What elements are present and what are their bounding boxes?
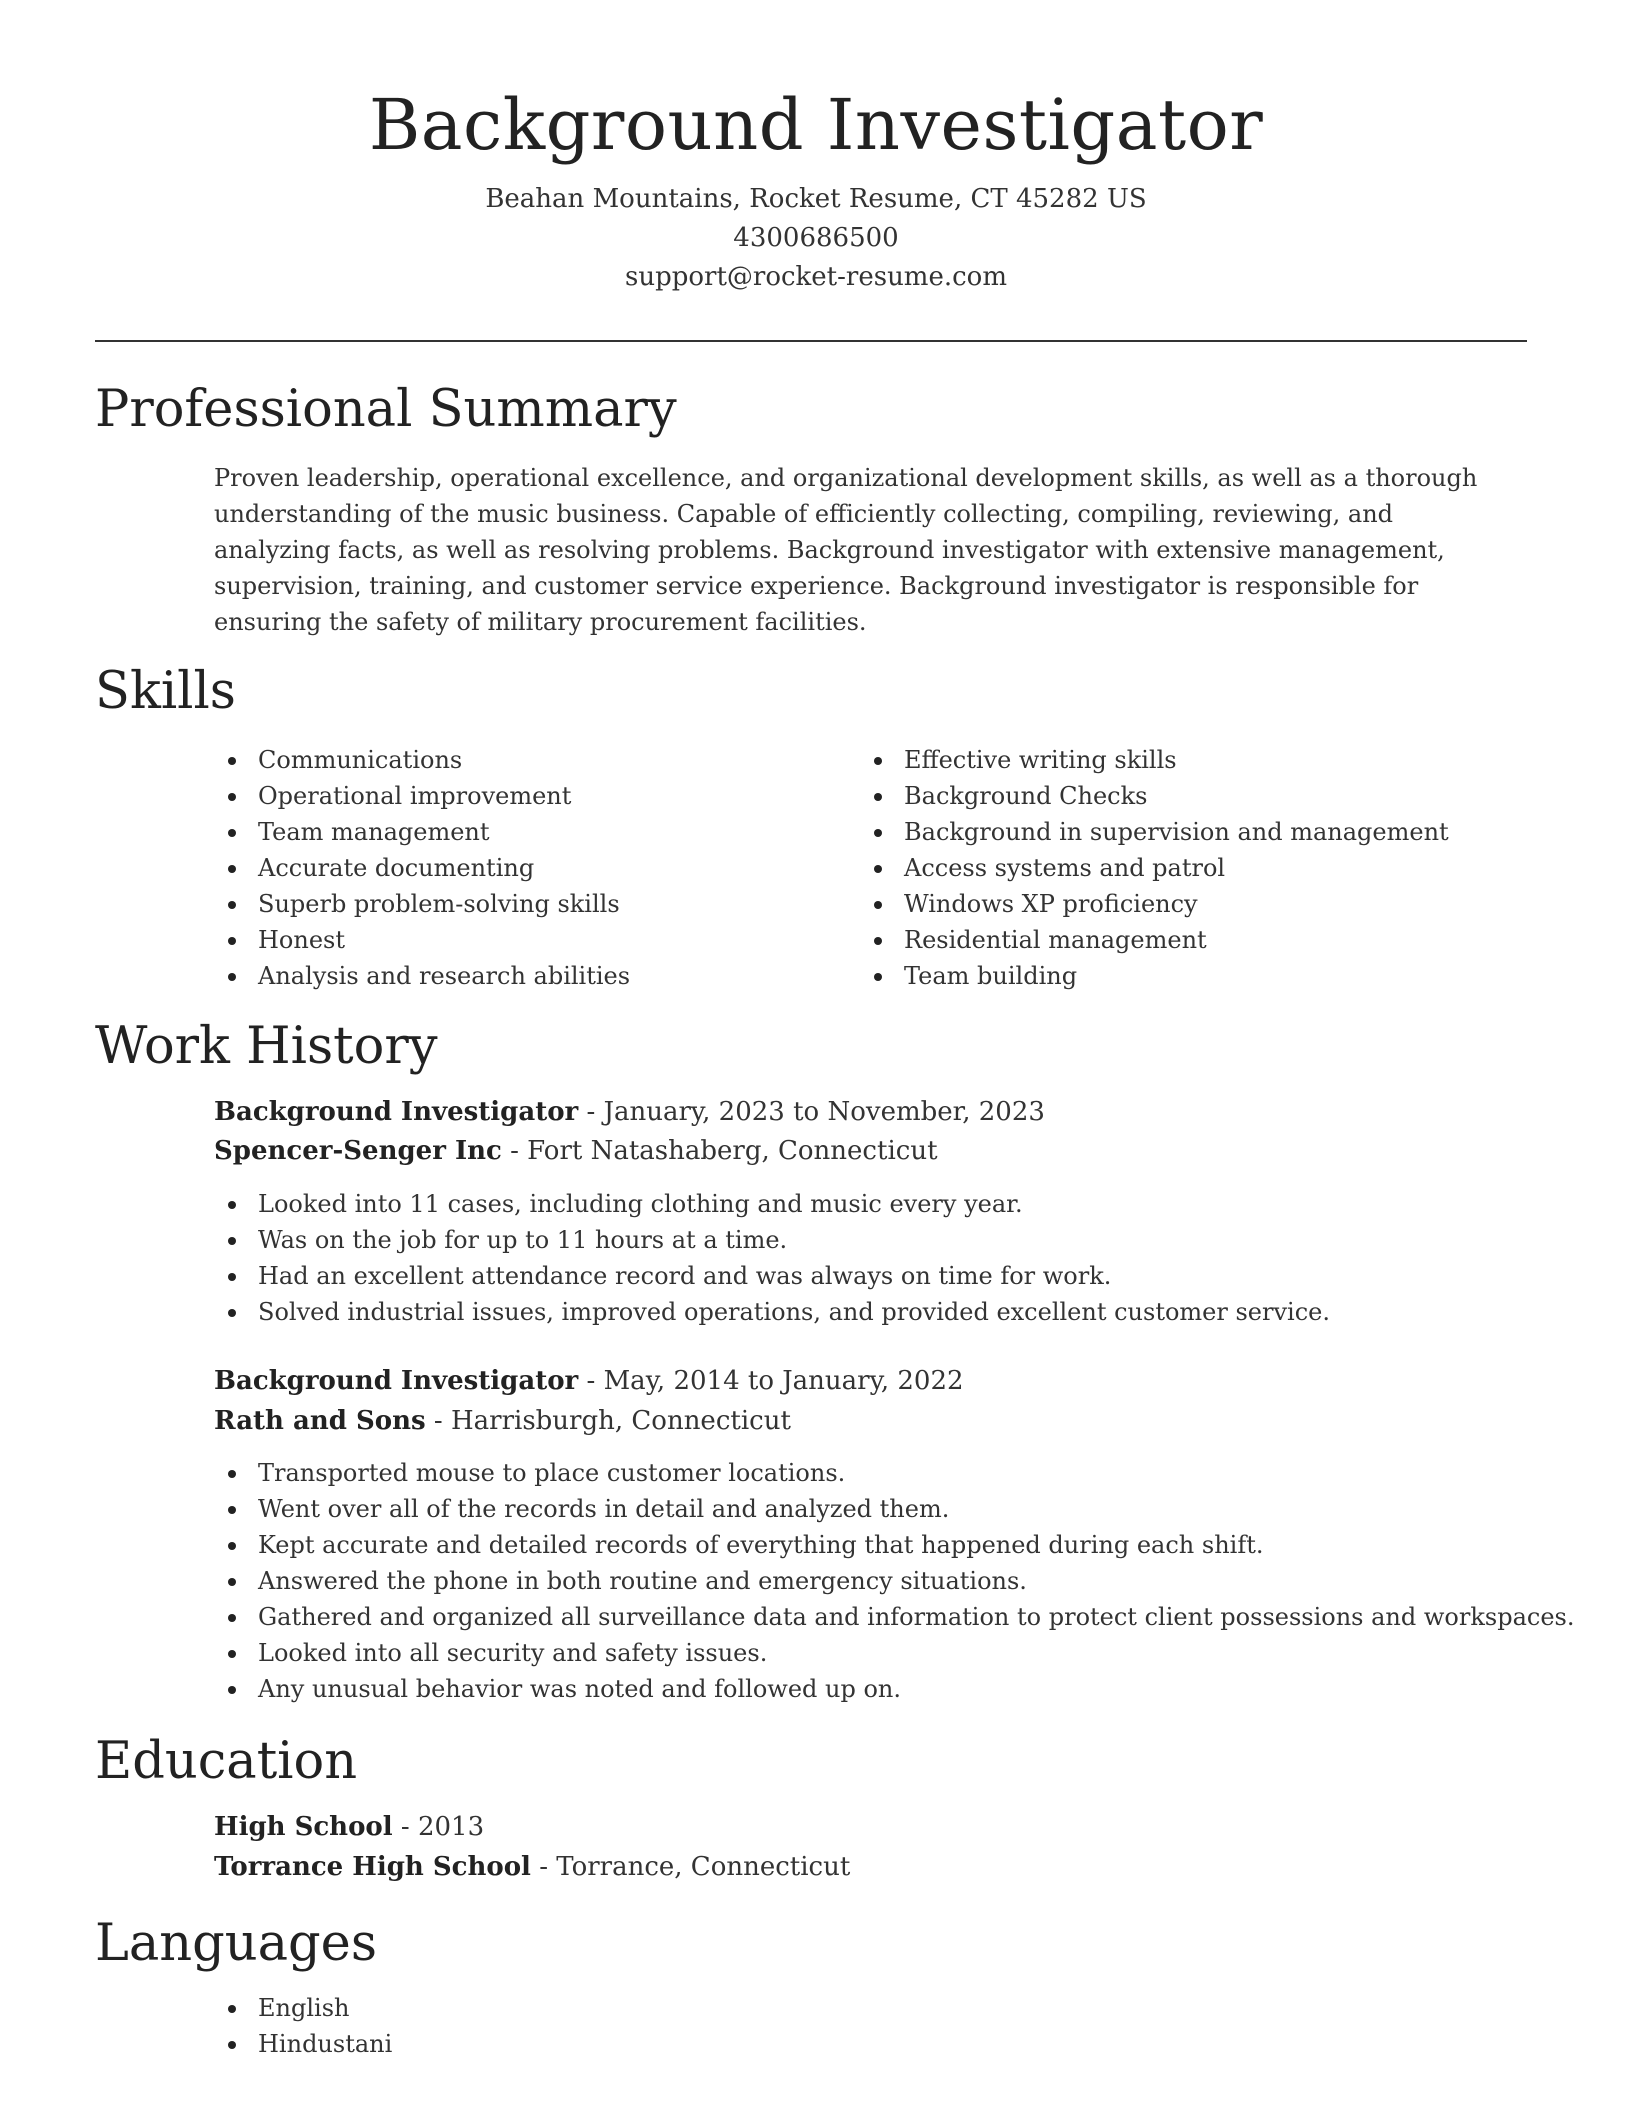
list-item: Looked into 11 cases, including clothing and music every year. [214, 1186, 1554, 1222]
list-item: Accurate documenting [214, 850, 814, 886]
skills-list-right [860, 742, 1540, 994]
list-item: Operational improvement [214, 778, 814, 814]
summary-text: Proven leadership, operational excellence, and organizational development skills, as well as a thorough understanding of the music business. Capable of efficiently collecting, compiling, reviewing, and analyzing facts, as well as resolving problems. Background investigator with extensive management, supervision, training, and customer service experience. Background investigator is responsible for ensuring the safety of military procurement facilities. [214, 464, 1478, 636]
education-degree: High School [214, 1812, 393, 1842]
skills-list-left [214, 742, 814, 994]
list-item: Looked into all security and safety issues. [214, 1635, 1554, 1671]
job-2-title-line [214, 1361, 964, 1401]
job-2-position: Background Investigator [214, 1366, 579, 1396]
job-1-location: - Fort Natashaberg, Connecticut [501, 1136, 938, 1166]
list-item: Was on the job for up to 11 hours at a time. [214, 1222, 1554, 1258]
job-1-company: Spencer-Senger Inc [214, 1136, 502, 1166]
job-1-company-line [214, 1131, 938, 1171]
section-title-education: Education [95, 1732, 358, 1791]
phone-number: 4300686500 [733, 223, 899, 253]
list-item: Windows XP proficiency [860, 886, 1540, 922]
education-school-line [214, 1847, 850, 1887]
list-item: Background Checks [860, 778, 1540, 814]
list-item: Superb problem-solving skills [214, 886, 814, 922]
languages-list [214, 1990, 1554, 2062]
list-item: Analysis and research abilities [214, 958, 814, 994]
list-item: Gathered and organized all surveillance data and information to protect client possessions and workspaces. [214, 1599, 1554, 1635]
list-item: Solved industrial issues, improved operations, and provided excellent customer service. [214, 1294, 1554, 1330]
education-school: Torrance High School [214, 1852, 531, 1882]
list-item: Honest [214, 922, 814, 958]
list-item: Access systems and patrol [860, 850, 1540, 886]
resume-header [0, 80, 1632, 297]
list-item: Went over all of the records in detail and analyzed them. [214, 1491, 1554, 1527]
list-item: Kept accurate and detailed records of everything that happened during each shift. [214, 1527, 1554, 1563]
job-1-duties [214, 1186, 1554, 1330]
header-divider [95, 340, 1527, 342]
list-item: English [214, 1990, 1554, 2026]
list-item: Transported mouse to place customer locations. [214, 1455, 1554, 1491]
email-address: support@rocket-resume.com [624, 262, 1007, 292]
education-year: - 2013 [392, 1812, 485, 1842]
list-item: Residential management [860, 922, 1540, 958]
section-title-work-history: Work History [95, 1017, 438, 1076]
job-2-dates: - May, 2014 to January, 2022 [578, 1366, 964, 1396]
list-item: Team management [214, 814, 814, 850]
section-title-languages: Languages [95, 1914, 378, 1973]
job-2-company: Rath and Sons [214, 1406, 426, 1436]
list-item: Team building [860, 958, 1540, 994]
job-2-duties [214, 1455, 1575, 1707]
job-1-dates: - January, 2023 to November, 2023 [578, 1097, 1045, 1127]
job-1-position: Background Investigator [214, 1097, 579, 1127]
list-item: Effective writing skills [860, 742, 1540, 778]
job-2-company-line [214, 1401, 791, 1441]
education-degree-line [214, 1807, 484, 1847]
section-title-summary: Professional Summary [95, 380, 677, 439]
candidate-name: Background Investigator [368, 84, 1264, 166]
section-title-skills: Skills [95, 662, 236, 721]
list-item: Had an excellent attendance record and was always on time for work. [214, 1258, 1554, 1294]
list-item: Any unusual behavior was noted and followed up on. [214, 1671, 1554, 1707]
list-item: Background in supervision and management [860, 814, 1540, 850]
list-item: Hindustani [214, 2026, 1554, 2062]
address: Beahan Mountains, Rocket Resume, CT 45282 US [485, 184, 1147, 214]
education-location: - Torrance, Connecticut [530, 1852, 851, 1882]
contact-info [0, 180, 1632, 297]
job-2-location: - Harrisburgh, Connecticut [425, 1406, 791, 1436]
job-1-title-line [214, 1092, 1045, 1132]
list-item: Communications [214, 742, 814, 778]
list-item: Answered the phone in both routine and emergency situations. [214, 1563, 1554, 1599]
